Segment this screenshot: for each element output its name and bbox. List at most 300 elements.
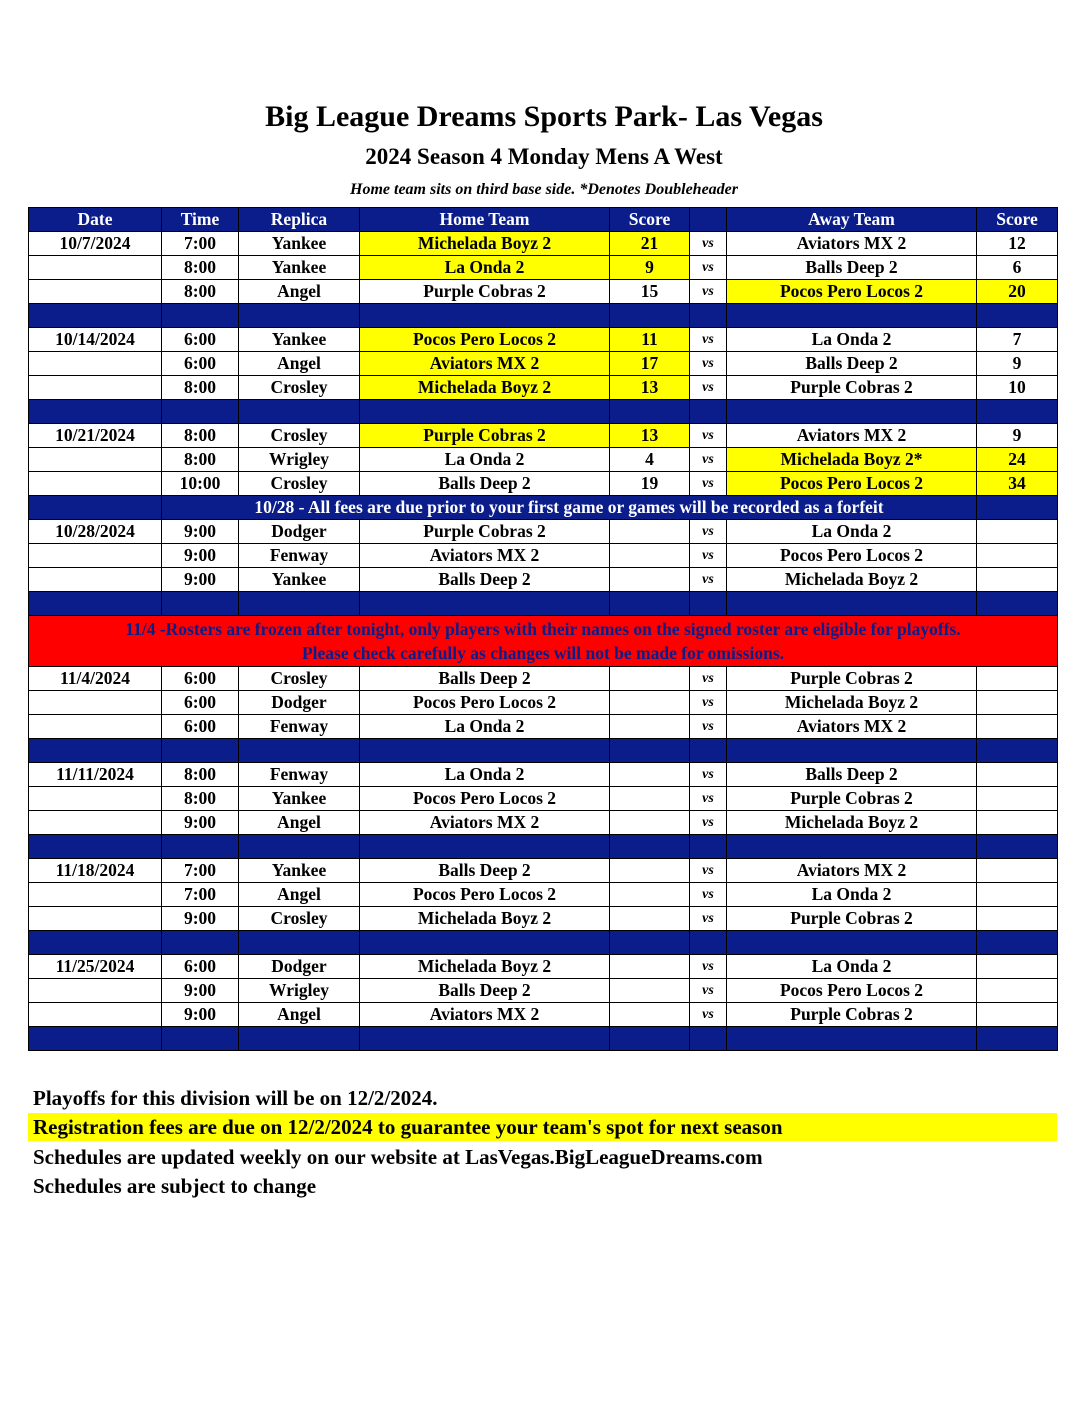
date-cell <box>29 979 162 1003</box>
home-team-cell: La Onda 2 <box>360 763 610 787</box>
separator-row <box>29 304 1058 328</box>
away-score-cell <box>977 907 1058 931</box>
home-team-cell: Aviators MX 2 <box>360 1003 610 1027</box>
home-score-cell <box>610 1003 690 1027</box>
away-team-cell: Pocos Pero Locos 2 <box>727 472 977 496</box>
home-team-cell: La Onda 2 <box>360 715 610 739</box>
separator-cell <box>162 739 239 763</box>
separator-cell <box>977 1027 1058 1051</box>
replica-cell: Yankee <box>239 787 360 811</box>
separator-row <box>29 739 1058 763</box>
table-row <box>29 448 1058 472</box>
page-subtitle: 2024 Season 4 Monday Mens A West <box>365 144 723 169</box>
away-score-cell <box>977 715 1058 739</box>
replica-cell: Angel <box>239 280 360 304</box>
footer-registration: Registration fees are due on 12/2/2024 to guarantee your team's spot for next season <box>28 1113 1057 1141</box>
table-row <box>29 328 1058 352</box>
away-score-cell <box>977 883 1058 907</box>
vs-cell: vs <box>690 715 727 739</box>
vs-cell: vs <box>690 907 727 931</box>
home-score-cell <box>610 691 690 715</box>
separator-cell <box>690 400 727 424</box>
separator-row <box>29 400 1058 424</box>
away-team-cell: Pocos Pero Locos 2 <box>727 280 977 304</box>
replica-cell: Crosley <box>239 376 360 400</box>
time-cell: 9:00 <box>162 1003 239 1027</box>
table-row <box>29 544 1058 568</box>
table-row <box>29 811 1058 835</box>
table-row <box>29 232 1058 256</box>
home-team-cell: Aviators MX 2 <box>360 352 610 376</box>
separator-cell <box>162 304 239 328</box>
replica-cell: Angel <box>239 352 360 376</box>
separator-cell <box>29 304 162 328</box>
separator-cell <box>360 400 610 424</box>
away-team-cell: Purple Cobras 2 <box>727 787 977 811</box>
time-cell: 8:00 <box>162 448 239 472</box>
separator-cell <box>727 739 977 763</box>
home-team-cell: Aviators MX 2 <box>360 811 610 835</box>
notice-row <box>29 496 1058 520</box>
home-score-cell: 19 <box>610 472 690 496</box>
date-cell <box>29 352 162 376</box>
schedule-table <box>28 207 1058 1051</box>
separator-cell <box>239 835 360 859</box>
table-row <box>29 352 1058 376</box>
home-team-cell: Balls Deep 2 <box>360 568 610 592</box>
replica-cell: Dodger <box>239 955 360 979</box>
separator-cell <box>162 1027 239 1051</box>
date-cell <box>29 376 162 400</box>
separator-cell <box>727 304 977 328</box>
table-row <box>29 691 1058 715</box>
away-team-cell: Pocos Pero Locos 2 <box>727 544 977 568</box>
away-score-cell: 9 <box>977 424 1058 448</box>
separator-cell <box>360 304 610 328</box>
home-team-cell: Michelada Boyz 2 <box>360 907 610 931</box>
home-score-cell <box>610 568 690 592</box>
vs-cell: vs <box>690 568 727 592</box>
separator-cell <box>29 835 162 859</box>
time-cell: 6:00 <box>162 352 239 376</box>
away-team-cell: Purple Cobras 2 <box>727 1003 977 1027</box>
vs-cell: vs <box>690 811 727 835</box>
away-score-cell: 9 <box>977 352 1058 376</box>
away-score-cell <box>977 691 1058 715</box>
date-cell: 10/7/2024 <box>29 232 162 256</box>
vs-cell: vs <box>690 376 727 400</box>
time-cell: 6:00 <box>162 715 239 739</box>
time-cell: 8:00 <box>162 256 239 280</box>
date-cell: 10/28/2024 <box>29 520 162 544</box>
col-header-vs <box>690 208 727 232</box>
date-cell <box>29 883 162 907</box>
separator-cell <box>690 304 727 328</box>
date-cell <box>29 472 162 496</box>
separator-cell <box>610 1027 690 1051</box>
time-cell: 8:00 <box>162 787 239 811</box>
time-cell: 9:00 <box>162 907 239 931</box>
replica-cell: Dodger <box>239 520 360 544</box>
vs-cell: vs <box>690 232 727 256</box>
home-score-cell: 9 <box>610 256 690 280</box>
separator-cell <box>360 739 610 763</box>
vs-cell: vs <box>690 544 727 568</box>
separator-cell <box>610 304 690 328</box>
vs-cell: vs <box>690 955 727 979</box>
table-row <box>29 472 1058 496</box>
home-team-cell: La Onda 2 <box>360 448 610 472</box>
home-team-cell: Pocos Pero Locos 2 <box>360 328 610 352</box>
vs-cell: vs <box>690 424 727 448</box>
separator-cell <box>610 400 690 424</box>
separator-cell <box>727 835 977 859</box>
table-row <box>29 376 1058 400</box>
away-team-cell: Aviators MX 2 <box>727 232 977 256</box>
separator-cell <box>610 931 690 955</box>
date-cell <box>29 544 162 568</box>
page-note: Home team sits on third base side. *Denotes Doubleheader <box>350 181 738 198</box>
separator-cell <box>29 739 162 763</box>
time-cell: 6:00 <box>162 667 239 691</box>
away-team-cell: Aviators MX 2 <box>727 859 977 883</box>
home-team-cell: Purple Cobras 2 <box>360 520 610 544</box>
separator-row <box>29 835 1058 859</box>
away-score-cell: 24 <box>977 448 1058 472</box>
col-header-time: Time <box>162 208 239 232</box>
home-team-cell: Pocos Pero Locos 2 <box>360 691 610 715</box>
date-cell <box>29 280 162 304</box>
replica-cell: Fenway <box>239 544 360 568</box>
separator-cell <box>977 304 1058 328</box>
home-score-cell: 17 <box>610 352 690 376</box>
away-score-cell: 20 <box>977 280 1058 304</box>
home-score-cell <box>610 544 690 568</box>
replica-cell: Yankee <box>239 859 360 883</box>
separator-cell <box>360 592 610 616</box>
away-team-cell: Purple Cobras 2 <box>727 667 977 691</box>
vs-cell: vs <box>690 472 727 496</box>
vs-cell: vs <box>690 691 727 715</box>
separator-cell <box>239 304 360 328</box>
separator-cell <box>162 400 239 424</box>
separator-row <box>29 931 1058 955</box>
home-team-cell: Balls Deep 2 <box>360 979 610 1003</box>
separator-cell <box>162 835 239 859</box>
separator-cell <box>727 931 977 955</box>
home-team-cell: Balls Deep 2 <box>360 472 610 496</box>
home-score-cell <box>610 955 690 979</box>
separator-cell <box>162 592 239 616</box>
away-score-cell <box>977 787 1058 811</box>
separator-cell <box>360 1027 610 1051</box>
vs-cell: vs <box>690 256 727 280</box>
separator-cell <box>239 592 360 616</box>
home-score-cell: 21 <box>610 232 690 256</box>
separator-cell <box>610 739 690 763</box>
table-row <box>29 256 1058 280</box>
away-score-cell: 10 <box>977 376 1058 400</box>
home-score-cell <box>610 763 690 787</box>
separator-cell <box>29 1027 162 1051</box>
separator-cell <box>977 592 1058 616</box>
time-cell: 6:00 <box>162 691 239 715</box>
home-team-cell: Pocos Pero Locos 2 <box>360 883 610 907</box>
separator-cell <box>690 835 727 859</box>
time-cell: 9:00 <box>162 811 239 835</box>
date-cell: 11/11/2024 <box>29 763 162 787</box>
away-score-cell: 12 <box>977 232 1058 256</box>
separator-cell <box>360 931 610 955</box>
away-team-cell: Purple Cobras 2 <box>727 907 977 931</box>
table-row <box>29 280 1058 304</box>
home-team-cell: Balls Deep 2 <box>360 667 610 691</box>
date-cell <box>29 568 162 592</box>
home-score-cell: 13 <box>610 424 690 448</box>
away-score-cell <box>977 763 1058 787</box>
col-header-away-score: Score <box>977 208 1058 232</box>
replica-cell: Fenway <box>239 763 360 787</box>
separator-cell <box>690 592 727 616</box>
home-team-cell: Purple Cobras 2 <box>360 424 610 448</box>
date-cell: 11/4/2024 <box>29 667 162 691</box>
separator-cell <box>610 592 690 616</box>
home-score-cell: 13 <box>610 376 690 400</box>
away-team-cell: Balls Deep 2 <box>727 352 977 376</box>
date-cell <box>29 787 162 811</box>
home-team-cell: Purple Cobras 2 <box>360 280 610 304</box>
home-score-cell <box>610 715 690 739</box>
separator-cell <box>727 1027 977 1051</box>
vs-cell: vs <box>690 328 727 352</box>
date-cell <box>29 448 162 472</box>
fees-notice: 10/28 - All fees are due prior to your first game or games will be recorded as a forfeit <box>162 496 977 520</box>
away-score-cell: 34 <box>977 472 1058 496</box>
table-row <box>29 979 1058 1003</box>
vs-cell: vs <box>690 280 727 304</box>
table-row <box>29 568 1058 592</box>
away-team-cell: Pocos Pero Locos 2 <box>727 979 977 1003</box>
table-header-row <box>29 208 1058 232</box>
separator-cell <box>977 931 1058 955</box>
date-cell: 11/25/2024 <box>29 955 162 979</box>
home-team-cell: La Onda 2 <box>360 256 610 280</box>
away-team-cell: Balls Deep 2 <box>727 256 977 280</box>
table-row <box>29 955 1058 979</box>
replica-cell: Yankee <box>239 256 360 280</box>
separator-cell <box>239 400 360 424</box>
replica-cell: Yankee <box>239 328 360 352</box>
replica-cell: Angel <box>239 1003 360 1027</box>
home-team-cell: Pocos Pero Locos 2 <box>360 787 610 811</box>
separator-row <box>29 592 1058 616</box>
replica-cell: Yankee <box>239 568 360 592</box>
separator-cell <box>977 400 1058 424</box>
table-row <box>29 1003 1058 1027</box>
away-score-cell <box>977 811 1058 835</box>
away-score-cell <box>977 979 1058 1003</box>
time-cell: 8:00 <box>162 376 239 400</box>
date-cell <box>29 715 162 739</box>
vs-cell: vs <box>690 448 727 472</box>
away-team-cell: La Onda 2 <box>727 883 977 907</box>
separator-cell <box>977 835 1058 859</box>
home-score-cell <box>610 787 690 811</box>
time-cell: 9:00 <box>162 544 239 568</box>
date-cell: 10/21/2024 <box>29 424 162 448</box>
replica-cell: Angel <box>239 811 360 835</box>
home-score-cell <box>610 520 690 544</box>
time-cell: 8:00 <box>162 424 239 448</box>
away-team-cell: La Onda 2 <box>727 955 977 979</box>
roster-alert <box>29 616 1058 667</box>
time-cell: 9:00 <box>162 568 239 592</box>
date-cell: 11/18/2024 <box>29 859 162 883</box>
away-score-cell <box>977 667 1058 691</box>
vs-cell: vs <box>690 763 727 787</box>
vs-cell: vs <box>690 667 727 691</box>
home-score-cell <box>610 907 690 931</box>
time-cell: 9:00 <box>162 979 239 1003</box>
separator-cell <box>29 931 162 955</box>
separator-cell <box>690 931 727 955</box>
away-score-cell: 7 <box>977 328 1058 352</box>
vs-cell: vs <box>690 859 727 883</box>
replica-cell: Crosley <box>239 907 360 931</box>
col-header-date: Date <box>29 208 162 232</box>
home-score-cell <box>610 859 690 883</box>
home-team-cell: Aviators MX 2 <box>360 544 610 568</box>
notice-spacer-cell <box>29 496 162 520</box>
away-team-cell: Michelada Boyz 2 <box>727 568 977 592</box>
away-score-cell <box>977 1003 1058 1027</box>
home-score-cell <box>610 979 690 1003</box>
col-header-replica: Replica <box>239 208 360 232</box>
time-cell: 7:00 <box>162 883 239 907</box>
replica-cell: Fenway <box>239 715 360 739</box>
table-row <box>29 424 1058 448</box>
home-score-cell: 4 <box>610 448 690 472</box>
footer-playoffs: Playoffs for this division will be on 12/2/2024. <box>33 1086 438 1110</box>
time-cell: 6:00 <box>162 955 239 979</box>
separator-cell <box>239 1027 360 1051</box>
notice-spacer-cell <box>977 496 1058 520</box>
away-team-cell: La Onda 2 <box>727 328 977 352</box>
replica-cell: Wrigley <box>239 979 360 1003</box>
vs-cell: vs <box>690 883 727 907</box>
footer-website: Schedules are updated weekly on our website at LasVegas.BigLeagueDreams.com <box>33 1145 763 1169</box>
away-team-cell: Purple Cobras 2 <box>727 376 977 400</box>
date-cell <box>29 1003 162 1027</box>
separator-cell <box>162 931 239 955</box>
footer-subject: Schedules are subject to change <box>33 1174 317 1198</box>
away-team-cell: Michelada Boyz 2 <box>727 691 977 715</box>
separator-cell <box>610 835 690 859</box>
time-cell: 7:00 <box>162 232 239 256</box>
separator-cell <box>239 739 360 763</box>
replica-cell: Angel <box>239 883 360 907</box>
page-title: Big League Dreams Sports Park- Las Vegas <box>265 100 823 133</box>
away-score-cell <box>977 955 1058 979</box>
home-score-cell: 15 <box>610 280 690 304</box>
table-row <box>29 667 1058 691</box>
home-score-cell <box>610 667 690 691</box>
time-cell: 8:00 <box>162 763 239 787</box>
replica-cell: Wrigley <box>239 448 360 472</box>
home-team-cell: Michelada Boyz 2 <box>360 232 610 256</box>
separator-cell <box>727 592 977 616</box>
table-row <box>29 859 1058 883</box>
away-team-cell: La Onda 2 <box>727 520 977 544</box>
home-team-cell: Michelada Boyz 2 <box>360 376 610 400</box>
away-score-cell <box>977 568 1058 592</box>
col-header-home-score: Score <box>610 208 690 232</box>
home-score-cell: 11 <box>610 328 690 352</box>
time-cell: 7:00 <box>162 859 239 883</box>
time-cell: 6:00 <box>162 328 239 352</box>
roster-alert-row <box>29 616 1058 667</box>
date-cell <box>29 907 162 931</box>
table-row <box>29 907 1058 931</box>
separator-cell <box>727 400 977 424</box>
away-team-cell: Aviators MX 2 <box>727 715 977 739</box>
away-team-cell: Aviators MX 2 <box>727 424 977 448</box>
home-team-cell: Michelada Boyz 2 <box>360 955 610 979</box>
table-row <box>29 520 1058 544</box>
vs-cell: vs <box>690 979 727 1003</box>
vs-cell: vs <box>690 352 727 376</box>
separator-row <box>29 1027 1058 1051</box>
replica-cell: Crosley <box>239 424 360 448</box>
time-cell: 9:00 <box>162 520 239 544</box>
away-score-cell <box>977 520 1058 544</box>
separator-cell <box>690 1027 727 1051</box>
table-row <box>29 715 1058 739</box>
vs-cell: vs <box>690 787 727 811</box>
home-score-cell <box>610 811 690 835</box>
col-header-away-team: Away Team <box>727 208 977 232</box>
table-row <box>29 787 1058 811</box>
roster-alert-line-2: Please check carefully as changes will not be made for omissions. <box>301 643 785 663</box>
replica-cell: Crosley <box>239 472 360 496</box>
away-team-cell: Michelada Boyz 2* <box>727 448 977 472</box>
separator-cell <box>239 931 360 955</box>
date-cell <box>29 256 162 280</box>
date-cell <box>29 811 162 835</box>
table-row <box>29 883 1058 907</box>
away-score-cell: 6 <box>977 256 1058 280</box>
home-team-cell: Balls Deep 2 <box>360 859 610 883</box>
table-row <box>29 763 1058 787</box>
home-score-cell <box>610 883 690 907</box>
col-header-home-team: Home Team <box>360 208 610 232</box>
away-team-cell: Michelada Boyz 2 <box>727 811 977 835</box>
replica-cell: Yankee <box>239 232 360 256</box>
away-score-cell <box>977 859 1058 883</box>
replica-cell: Crosley <box>239 667 360 691</box>
vs-cell: vs <box>690 1003 727 1027</box>
separator-cell <box>977 739 1058 763</box>
separator-cell <box>29 400 162 424</box>
separator-cell <box>29 592 162 616</box>
date-cell: 10/14/2024 <box>29 328 162 352</box>
roster-alert-line-1: 11/4 -Rosters are frozen after tonight, only players with their names on the signed roster are eligible for playoffs. <box>125 619 961 639</box>
date-cell <box>29 691 162 715</box>
separator-cell <box>690 739 727 763</box>
vs-cell: vs <box>690 520 727 544</box>
time-cell: 10:00 <box>162 472 239 496</box>
away-team-cell: Balls Deep 2 <box>727 763 977 787</box>
